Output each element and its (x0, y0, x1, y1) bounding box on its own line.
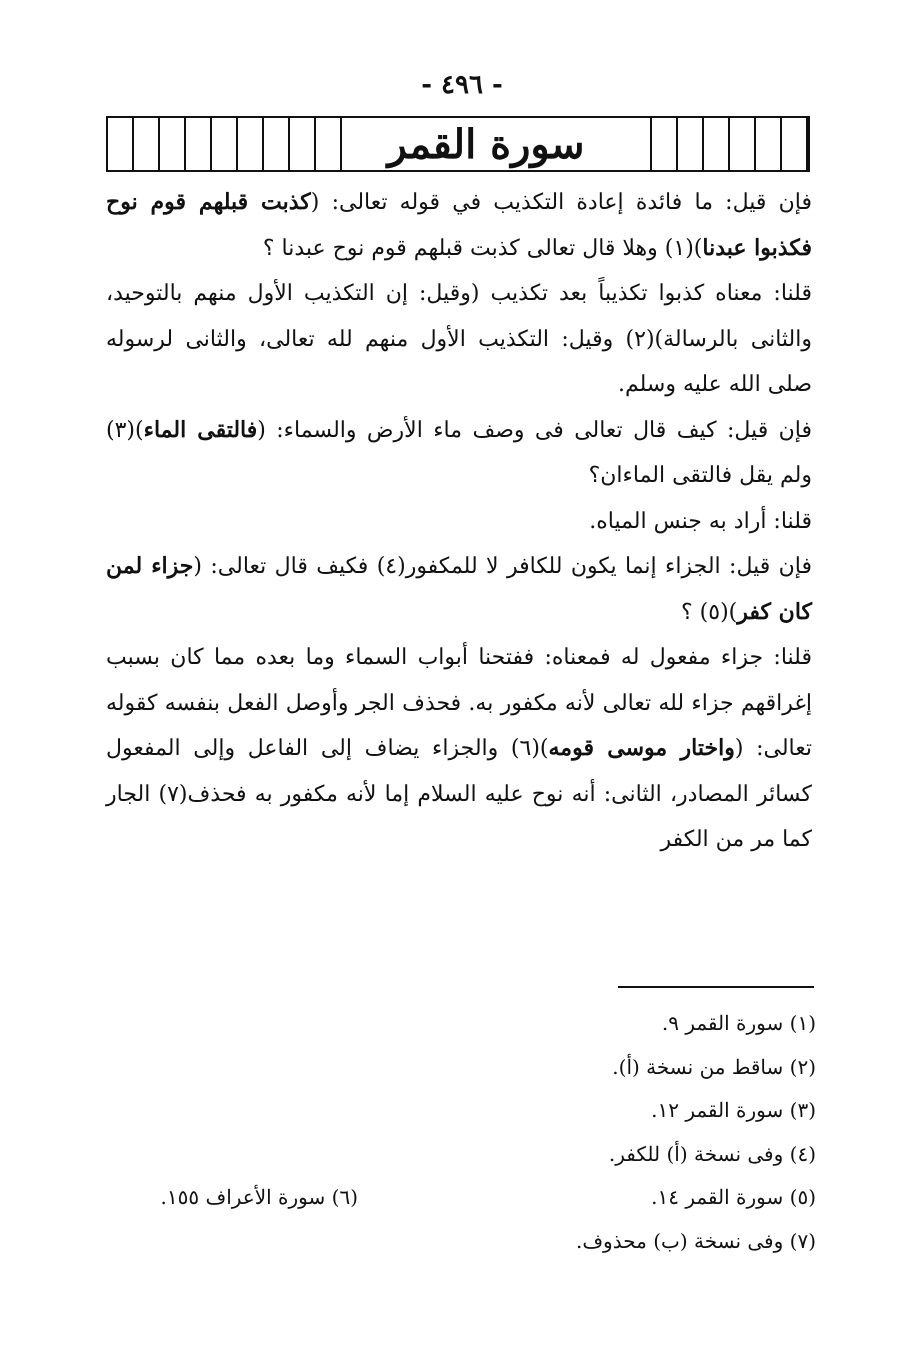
footnote: (٥) سورة القمر ١٤. (651, 1185, 816, 1210)
page-number: - ٤٩٦ - (421, 70, 503, 100)
text-run: قلنا: جزاء مفعول له فمعناه: ففتحنا أبواب السماء وما بعده مما كان بسبب إغراقهم جزاء لله تعالى لأنه مكفور به. فحذف الجر وأوصل الفعل بنفسه كقوله تعالى: ( (106, 645, 812, 761)
text-run: )(٣) ولم يقل فالتقى الماءان؟ (106, 417, 812, 488)
paragraph (106, 271, 812, 408)
text-run: )(٦) والجزاء يضاف إلى الفاعل وإلى المفعول كسائر المصادر، الثانى: أنه نوح عليه السلام إما لأنه مكفور به فحذف(٧) الجار كما مر من الكفر (106, 736, 813, 852)
surah-title: سورة القمر (387, 120, 585, 168)
paragraph (106, 635, 812, 863)
text-run: قلنا: معناه كذبوا تكذيباً بعد تكذيب (وقيل: إن التكذيب الأول منهم بالتوحيد، والثانى بالرسالة)(٢) وقيل: التكذيب الأول منهم لله تعالى، والثانى لرسوله صلى الله عليه وسلم. (106, 281, 812, 397)
paragraph (106, 408, 812, 499)
quran-quote: فالتقى الماء (143, 416, 258, 443)
paragraph (106, 544, 812, 635)
banner-ornament-right (626, 118, 808, 170)
footnote: (١) سورة القمر ٩. (661, 1011, 816, 1035)
text-run: فإن قيل: كيف قال تعالى فى وصف ماء الأرض والسماء: ( (257, 417, 812, 443)
footnotes (486, 1002, 816, 1264)
text-run: )(٥) ؟ (681, 599, 738, 625)
footnote: (٤) وفى نسخة (أ) للكفر. (608, 1141, 816, 1166)
quran-quote: واختار موسى قومه (548, 735, 735, 761)
quran-quote: جزاء لمن كان كفر (106, 553, 812, 625)
footnote: (٧) وفى نسخة (ب) محذوف. (575, 1228, 816, 1253)
footnote: (٢) ساقط من نسخة (أ). (612, 1054, 816, 1079)
surah-title-banner (106, 116, 810, 172)
text-run: فإن قيل: الجزاء إنما يكون للكافر لا للمكفور(٤) فكيف قال تعالى: ( (193, 554, 813, 579)
banner-ornament-left (108, 118, 342, 170)
paragraph (106, 180, 812, 271)
text-run: فإن قيل: ما فائدة إعادة التكذيب في قوله تعالى: ( (310, 190, 812, 215)
paragraph (106, 499, 812, 545)
body-text (106, 180, 812, 863)
text-run: )(١) وهلا قال تعالى كذبت قبلهم قوم نوح عبدنا ؟ (262, 235, 703, 261)
text-run: قلنا: أراد به جنس المياه. (589, 508, 812, 534)
footnote-side: (٦) سورة الأعراف ١٥٥. (160, 1185, 358, 1209)
footnote-divider (618, 986, 814, 988)
footnote: (٣) سورة القمر ١٢. (651, 1098, 816, 1123)
quran-quote: كذبت قبلهم قوم نوح فكذبوا عبدنا (106, 189, 812, 261)
